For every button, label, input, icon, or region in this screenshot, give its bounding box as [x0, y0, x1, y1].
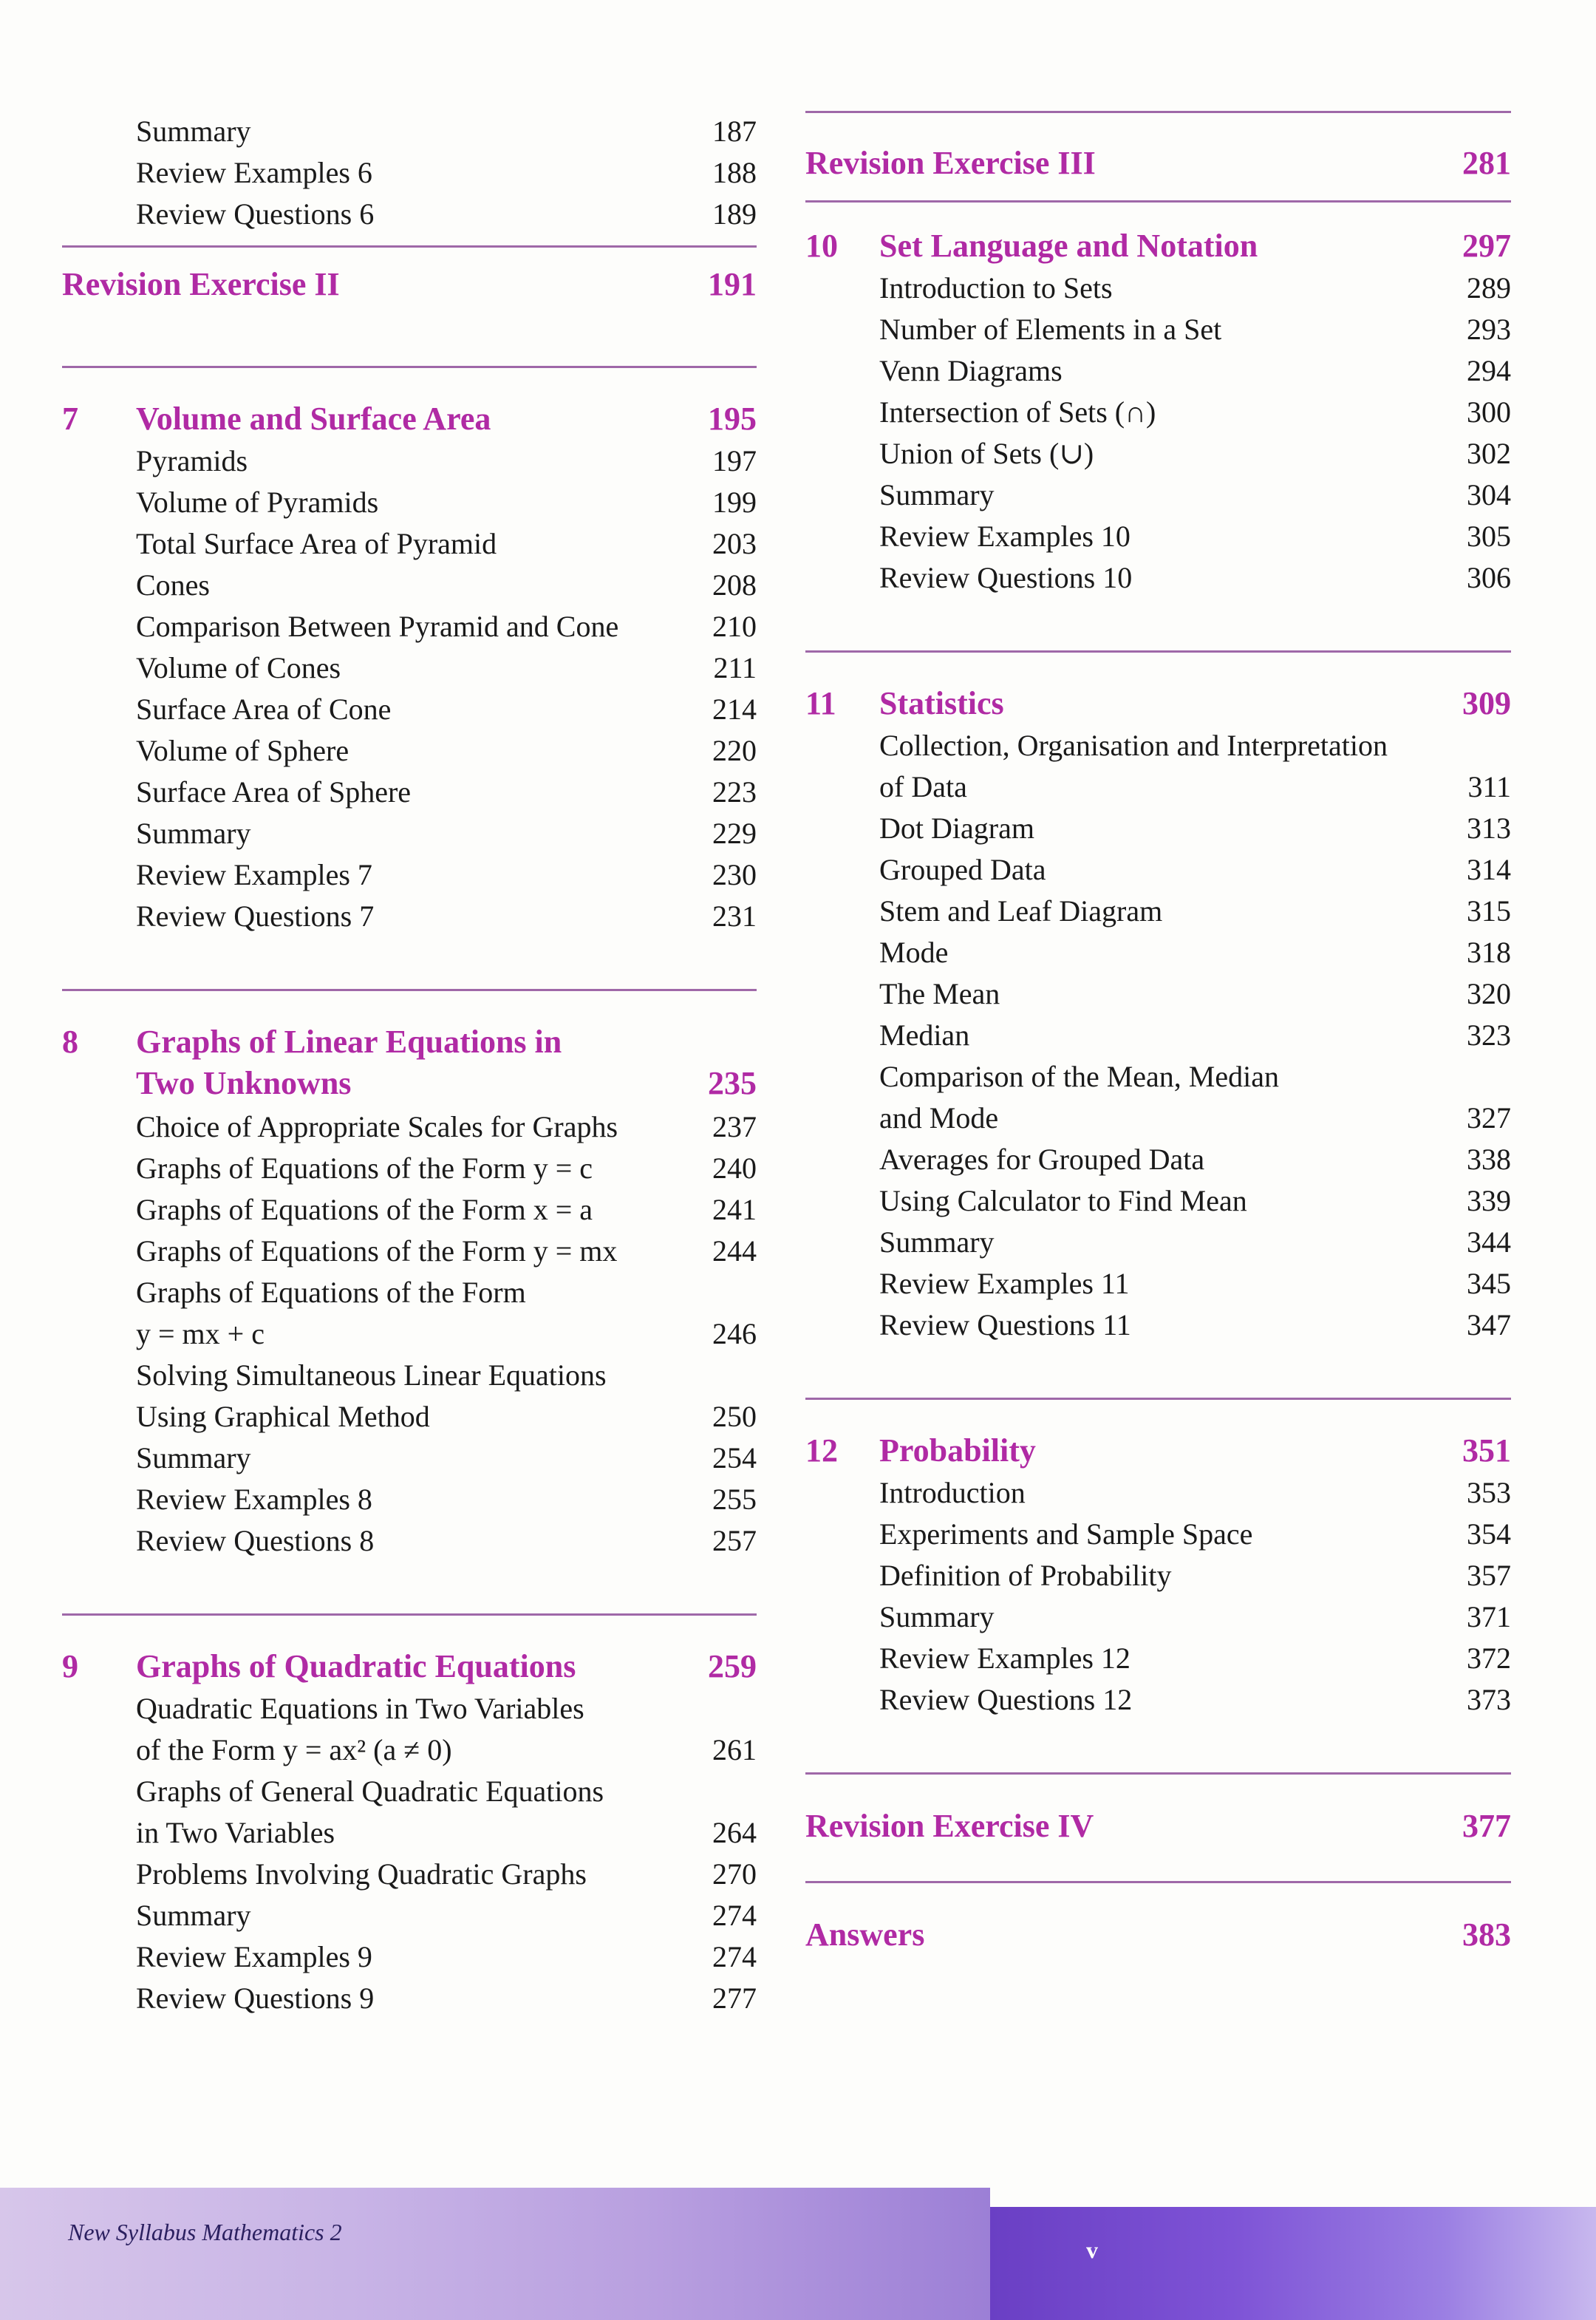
toc-entry-title: Summary — [136, 1441, 251, 1474]
revision-exercise-iv[interactable] — [805, 1804, 1511, 1848]
toc-entry[interactable] — [805, 1304, 1511, 1346]
toc-entry-page: 277 — [712, 1981, 757, 2015]
toc-entry[interactable] — [805, 725, 1511, 766]
section-divider — [805, 1398, 1511, 1400]
toc-entry[interactable] — [62, 440, 757, 482]
toc-entry[interactable] — [805, 557, 1511, 599]
chapter-6-tail-list — [62, 111, 757, 235]
toc-entry-title: Review Examples 12 — [879, 1642, 1130, 1675]
toc-entry-page: 199 — [712, 486, 757, 519]
chapter-10-title: Set Language and Notation — [879, 228, 1258, 264]
chapter-12-heading[interactable] — [805, 1429, 1511, 1472]
toc-entry[interactable] — [62, 1438, 757, 1479]
toc-entry-page: 220 — [712, 734, 757, 767]
toc-entry[interactable] — [62, 606, 757, 647]
toc-entry[interactable] — [805, 516, 1511, 557]
toc-entry[interactable] — [62, 1520, 757, 1562]
toc-entry-title: Review Questions 11 — [879, 1308, 1131, 1341]
toc-entry-page: 203 — [712, 527, 757, 560]
toc-entry[interactable] — [805, 1555, 1511, 1596]
toc-entry-title: Review Examples 11 — [879, 1267, 1130, 1300]
toc-entry-title: Definition of Probability — [879, 1559, 1172, 1592]
chapter-10-number: 10 — [805, 228, 838, 264]
toc-entry-page: 289 — [1467, 271, 1511, 305]
toc-entry-page: 208 — [712, 568, 757, 602]
revision-exercise-iii-page: 281 — [1462, 145, 1511, 181]
chapter-10-heading[interactable] — [805, 225, 1511, 268]
toc-entry-title: Review Examples 6 — [136, 156, 372, 189]
toc-entry-page: 214 — [712, 693, 757, 726]
toc-entry-page: 255 — [712, 1483, 757, 1516]
toc-entry[interactable] — [62, 1854, 757, 1895]
answers-page: 383 — [1462, 1916, 1511, 1953]
toc-entry-title: Pyramids — [136, 444, 248, 477]
section-divider — [805, 1772, 1511, 1775]
toc-entry-title: Comparison of the Mean, Median — [879, 1060, 1279, 1093]
chapter-8-sections — [62, 1106, 757, 1562]
toc-entry-title: Summary — [136, 1899, 251, 1932]
toc-entry-page: 294 — [1467, 354, 1511, 387]
toc-entry-page: 313 — [1467, 812, 1511, 845]
toc-entry-title: Summary — [879, 478, 995, 511]
toc-entry-page: 353 — [1467, 1476, 1511, 1509]
toc-entry-page: 338 — [1467, 1143, 1511, 1176]
toc-entry[interactable] — [805, 1514, 1511, 1555]
toc-entry-page: 210 — [712, 610, 757, 643]
chapter-7-page: 195 — [708, 401, 757, 437]
toc-entry-page: 339 — [1467, 1184, 1511, 1217]
toc-entry[interactable] — [62, 1396, 757, 1438]
toc-entry[interactable] — [62, 772, 757, 813]
revision-exercise-ii-title: Revision Exercise II — [62, 266, 340, 302]
toc-entry-page: 230 — [712, 858, 757, 891]
toc-entry[interactable] — [62, 1479, 757, 1520]
toc-entry-page: 223 — [712, 775, 757, 809]
toc-entry-page: 345 — [1467, 1267, 1511, 1300]
toc-entry[interactable] — [62, 730, 757, 772]
toc-entry-title: Graphs of Equations of the Form y = c — [136, 1152, 593, 1185]
chapter-11-sections — [805, 725, 1511, 1346]
footer-gradient-band — [0, 2188, 990, 2320]
toc-entry[interactable] — [62, 1895, 757, 1936]
toc-entry[interactable] — [62, 1812, 757, 1854]
toc-entry-page: 323 — [1467, 1018, 1511, 1052]
toc-entry-title: Summary — [879, 1225, 995, 1259]
chapter-11-heading[interactable] — [805, 682, 1511, 725]
chapter-11-number: 11 — [805, 685, 836, 721]
toc-entry-page: 300 — [1467, 395, 1511, 429]
toc-entry-title: Union of Sets (∪) — [879, 437, 1094, 470]
toc-entry[interactable] — [62, 1148, 757, 1189]
toc-entry[interactable] — [62, 896, 757, 937]
toc-entry-title: Experiments and Sample Space — [879, 1517, 1253, 1551]
toc-entry-page: 254 — [712, 1441, 757, 1474]
answers-entry[interactable] — [805, 1913, 1511, 1957]
chapter-8-title-line-2: Two Unknowns — [136, 1065, 352, 1101]
revision-exercise-ii[interactable] — [62, 262, 757, 307]
toc-entry-title: Summary — [879, 1600, 995, 1633]
toc-entry[interactable] — [805, 932, 1511, 973]
toc-entry[interactable] — [805, 1638, 1511, 1679]
toc-entry-page: 274 — [712, 1940, 757, 1973]
toc-entry-page: 314 — [1467, 853, 1511, 886]
toc-entry-page: 246 — [712, 1317, 757, 1350]
chapter-11-title: Statistics — [879, 685, 1004, 721]
toc-entry-title: Review Questions 8 — [136, 1524, 375, 1557]
revision-exercise-iv-page: 377 — [1462, 1808, 1511, 1844]
toc-entry-title: Introduction to Sets — [879, 271, 1113, 305]
toc-entry-page: 274 — [712, 1899, 757, 1932]
toc-entry-title: y = mx + c — [136, 1317, 265, 1350]
toc-entry[interactable] — [805, 1015, 1511, 1056]
toc-entry-page: 270 — [712, 1857, 757, 1891]
toc-entry[interactable] — [805, 1596, 1511, 1638]
toc-entry-title: Total Surface Area of Pyramid — [136, 527, 497, 560]
toc-entry-title: Cones — [136, 568, 210, 602]
chapter-12-title: Probability — [879, 1432, 1036, 1469]
toc-entry-title: Review Examples 8 — [136, 1483, 372, 1516]
toc-entry-title: Solving Simultaneous Linear Equations — [136, 1358, 607, 1392]
toc-entry-title: Mode — [879, 936, 949, 969]
toc-entry-title: Review Questions 7 — [136, 899, 375, 933]
toc-entry[interactable] — [805, 1472, 1511, 1514]
chapter-9-number: 9 — [62, 1648, 78, 1684]
toc-entry[interactable] — [62, 689, 757, 730]
answers-title: Answers — [805, 1916, 925, 1953]
chapter-10-page: 297 — [1462, 228, 1511, 264]
toc-entry-title: Review Questions 9 — [136, 1981, 375, 2015]
toc-entry-page: 320 — [1467, 977, 1511, 1010]
chapter-12-number: 12 — [805, 1432, 838, 1469]
toc-entry-page: 264 — [712, 1816, 757, 1849]
toc-entry-page: 231 — [712, 899, 757, 933]
toc-entry[interactable] — [62, 1688, 757, 1729]
toc-entry-page: 302 — [1467, 437, 1511, 470]
toc-entry[interactable] — [62, 1729, 757, 1771]
toc-entry[interactable] — [805, 309, 1511, 350]
toc-entry[interactable] — [62, 1106, 757, 1148]
revision-exercise-iii-title: Revision Exercise III — [805, 145, 1096, 181]
toc-entry-page: 250 — [712, 1400, 757, 1433]
toc-entry[interactable] — [805, 350, 1511, 392]
toc-entry-title: Summary — [136, 817, 251, 850]
toc-entry-title: in Two Variables — [136, 1816, 335, 1849]
toc-entry-title: Introduction — [879, 1476, 1026, 1509]
toc-entry-page: 315 — [1467, 894, 1511, 928]
toc-entry-title: Stem and Leaf Diagram — [879, 894, 1163, 928]
toc-entry-title: Venn Diagrams — [879, 354, 1063, 387]
toc-entry[interactable] — [62, 813, 757, 854]
toc-entry-title: Using Calculator to Find Mean — [879, 1184, 1247, 1217]
toc-entry[interactable] — [805, 1679, 1511, 1721]
toc-entry[interactable] — [62, 482, 757, 523]
toc-entry-title: The Mean — [879, 977, 1000, 1010]
toc-entry-page: 189 — [712, 197, 757, 231]
section-divider — [805, 650, 1511, 653]
revision-exercise-iv-title: Revision Exercise IV — [805, 1808, 1094, 1844]
toc-entry-title: Review Questions 6 — [136, 197, 375, 231]
toc-entry[interactable] — [62, 111, 757, 152]
toc-entry-title: Using Graphical Method — [136, 1400, 430, 1433]
chapter-12-sections — [805, 1472, 1511, 1721]
toc-entry[interactable] — [805, 474, 1511, 516]
toc-entry-page: 237 — [712, 1110, 757, 1143]
toc-entry-page: 257 — [712, 1524, 757, 1557]
toc-entry[interactable] — [805, 891, 1511, 932]
toc-entry-title: Problems Involving Quadratic Graphs — [136, 1857, 587, 1891]
toc-entry[interactable] — [62, 194, 757, 235]
page-footer — [0, 2188, 1596, 2320]
toc-entry[interactable] — [805, 1056, 1511, 1098]
toc-entry-title: Review Questions 10 — [879, 561, 1133, 594]
toc-entry[interactable] — [805, 766, 1511, 808]
toc-entry[interactable] — [62, 1771, 757, 1812]
chapter-8-title-line-1: Graphs of Linear Equations in — [136, 1024, 562, 1060]
toc-entry-title: Collection, Organisation and Interpretation — [879, 729, 1388, 762]
toc-entry[interactable] — [805, 1263, 1511, 1304]
toc-entry[interactable] — [62, 1189, 757, 1231]
toc-entry[interactable] — [62, 647, 757, 689]
toc-entry[interactable] — [62, 854, 757, 896]
toc-entry-page: 197 — [712, 444, 757, 477]
toc-entry[interactable] — [805, 268, 1511, 309]
chapter-8-number: 8 — [62, 1024, 78, 1060]
toc-entry-title: of Data — [879, 770, 967, 803]
toc-entry-title: Surface Area of Sphere — [136, 775, 412, 809]
toc-entry-page: 293 — [1467, 313, 1511, 346]
section-divider — [62, 366, 757, 368]
section-divider — [62, 989, 757, 991]
toc-entry-page: 305 — [1467, 520, 1511, 553]
toc-entry[interactable] — [62, 1936, 757, 1978]
chapter-8-page: 235 — [708, 1065, 757, 1101]
toc-entry-page: 187 — [712, 115, 757, 148]
toc-entry-page: 211 — [713, 651, 757, 684]
toc-entry[interactable] — [805, 1222, 1511, 1263]
toc-entry-title: Comparison Between Pyramid and Cone — [136, 610, 619, 643]
revision-exercise-iii[interactable] — [805, 141, 1511, 186]
footer-page-number: v — [1086, 2236, 1098, 2263]
toc-entry-page: 327 — [1467, 1101, 1511, 1135]
toc-entry-title: Review Examples 7 — [136, 858, 372, 891]
toc-entry[interactable] — [62, 1978, 757, 2019]
chapter-10-sections — [805, 268, 1511, 599]
toc-entry-title: Graphs of Equations of the Form x = a — [136, 1193, 593, 1226]
chapter-7-title: Volume and Surface Area — [136, 401, 491, 437]
toc-entry-title: Choice of Appropriate Scales for Graphs — [136, 1110, 618, 1143]
toc-entry[interactable] — [62, 1313, 757, 1355]
toc-entry-title: Graphs of General Quadratic Equations — [136, 1775, 604, 1808]
footer-book-title: New Syllabus Mathematics 2 — [68, 2219, 342, 2245]
toc-entry-title: Volume of Cones — [136, 651, 341, 684]
toc-entry[interactable] — [805, 1180, 1511, 1222]
toc-entry[interactable] — [805, 433, 1511, 474]
toc-entry-title: Volume of Sphere — [136, 734, 349, 767]
toc-entry-title: Quadratic Equations in Two Variables — [136, 1692, 584, 1725]
chapter-9-page: 259 — [708, 1648, 757, 1684]
toc-entry[interactable] — [805, 849, 1511, 891]
toc-entry-page: 241 — [712, 1193, 757, 1226]
toc-entry-page: 240 — [712, 1152, 757, 1185]
toc-entry-title: of the Form y = ax² (a ≠ 0) — [136, 1733, 452, 1766]
toc-entry-title: Review Examples 9 — [136, 1940, 372, 1973]
footer-page-tab — [990, 2207, 1596, 2320]
toc-entry[interactable] — [62, 1355, 757, 1396]
chapter-9-sections — [62, 1688, 757, 2019]
toc-entry-title: Intersection of Sets (∩) — [879, 395, 1156, 429]
toc-entry[interactable] — [62, 1231, 757, 1272]
section-divider — [805, 111, 1511, 113]
toc-entry[interactable] — [62, 152, 757, 194]
toc-entry[interactable] — [805, 392, 1511, 433]
section-divider — [805, 200, 1511, 203]
toc-entry-title: Graphs of Equations of the Form — [136, 1276, 526, 1309]
toc-entry-page: 261 — [712, 1733, 757, 1766]
chapter-9-title: Graphs of Quadratic Equations — [136, 1648, 576, 1684]
toc-entry-page: 372 — [1467, 1642, 1511, 1675]
toc-entry-page: 344 — [1467, 1225, 1511, 1259]
toc-entry-page: 318 — [1467, 936, 1511, 969]
toc-entry[interactable] — [805, 1139, 1511, 1180]
section-divider — [62, 1613, 757, 1616]
toc-entry-title: Median — [879, 1018, 970, 1052]
chapter-7-sections — [62, 440, 757, 937]
chapter-7-number: 7 — [62, 401, 78, 437]
toc-entry-title: Review Questions 12 — [879, 1683, 1133, 1716]
toc-entry-title: Number of Elements in a Set — [879, 313, 1222, 346]
section-divider — [62, 245, 757, 248]
toc-entry-page: 371 — [1467, 1600, 1511, 1633]
toc-entry-title: Summary — [136, 115, 251, 148]
toc-entry-title: Surface Area of Cone — [136, 693, 392, 726]
chapter-9-heading[interactable] — [62, 1645, 757, 1688]
toc-entry-page: 311 — [1467, 770, 1511, 803]
toc-entry-title: Graphs of Equations of the Form y = mx — [136, 1234, 618, 1268]
toc-entry-title: Review Examples 10 — [879, 520, 1130, 553]
toc-entry-title: Grouped Data — [879, 853, 1046, 886]
toc-entry-page: 354 — [1467, 1517, 1511, 1551]
toc-entry[interactable] — [62, 523, 757, 565]
toc-entry-title: Dot Diagram — [879, 812, 1034, 845]
toc-entry-page: 373 — [1467, 1683, 1511, 1716]
toc-entry-title: and Mode — [879, 1101, 999, 1135]
toc-entry[interactable] — [805, 973, 1511, 1015]
toc-entry-page: 357 — [1467, 1559, 1511, 1592]
toc-entry-page: 188 — [712, 156, 757, 189]
chapter-12-page: 351 — [1462, 1432, 1511, 1469]
toc-entry-page: 244 — [712, 1234, 757, 1268]
toc-entry-title: Volume of Pyramids — [136, 486, 379, 519]
chapter-7-heading[interactable] — [62, 398, 757, 440]
revision-exercise-ii-page: 191 — [708, 266, 757, 302]
toc-right-column — [805, 111, 1511, 1957]
toc-entry-page: 347 — [1467, 1308, 1511, 1341]
toc-entry[interactable] — [805, 808, 1511, 849]
toc-left-column — [62, 111, 757, 2019]
toc-entry[interactable] — [62, 565, 757, 606]
section-divider — [805, 1881, 1511, 1883]
toc-entry-page: 229 — [712, 817, 757, 850]
toc-entry-page: 304 — [1467, 478, 1511, 511]
toc-entry-title: Averages for Grouped Data — [879, 1143, 1205, 1176]
toc-entry[interactable] — [62, 1272, 757, 1313]
toc-entry[interactable] — [805, 1098, 1511, 1139]
chapter-11-page: 309 — [1462, 685, 1511, 721]
toc-entry-page: 306 — [1467, 561, 1511, 594]
chapter-8-heading[interactable] — [62, 1021, 757, 1106]
